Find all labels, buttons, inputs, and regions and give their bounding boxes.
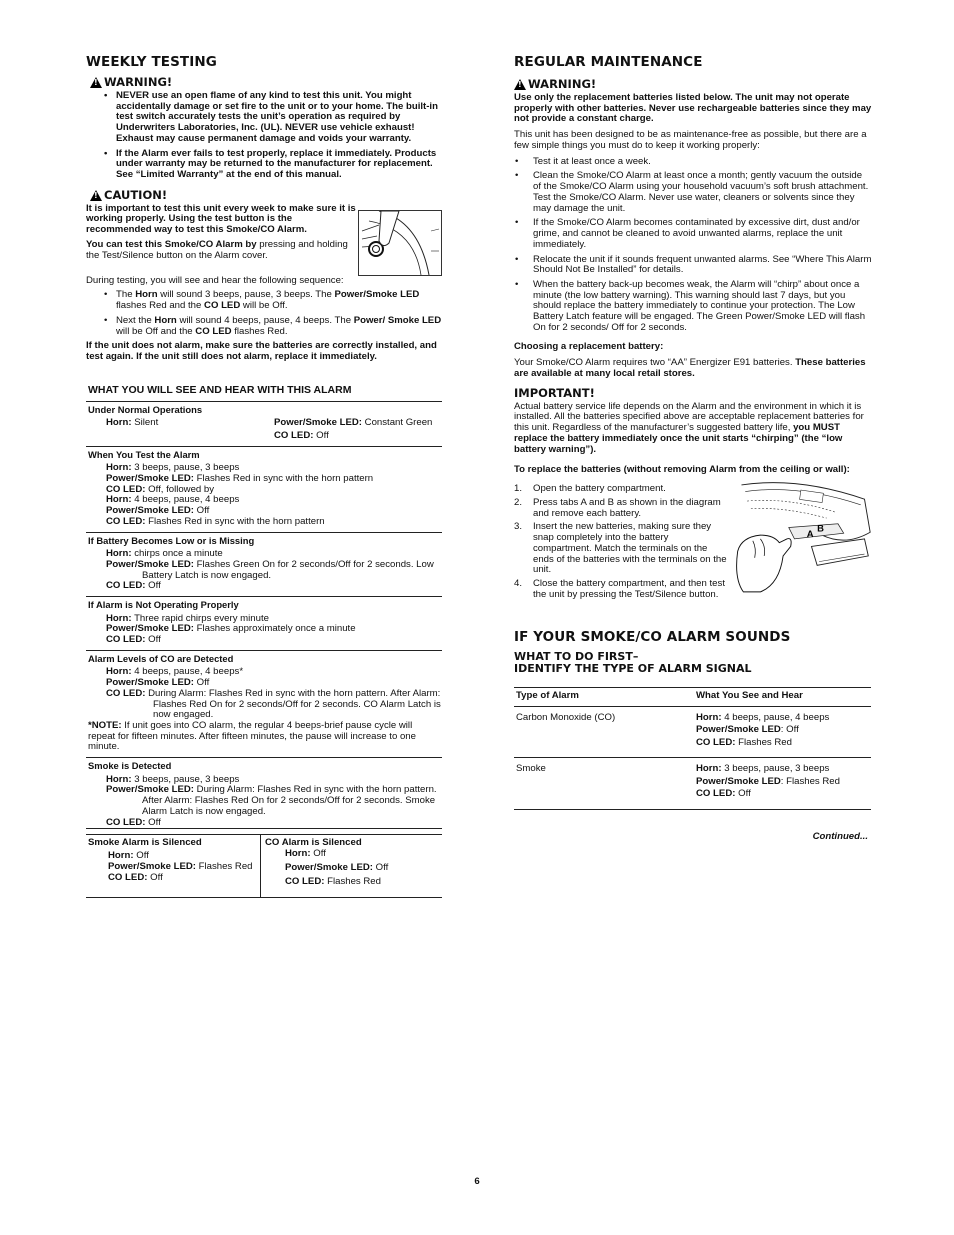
maint-warning-text: Use only the replacement batteries listed below. The unit may not operate properly with other batteries. Never use rechargeable batteries since they may not provide a constant charge. [514, 91, 872, 125]
smoke-silenced: Smoke Alarm is Silenced Horn: Off Power/Smoke LED: Flashes Red CO LED: Off [86, 835, 261, 897]
maint-item: • Relocate the unit if it sounds frequent unwanted alarms. See “Where This Alarm Should Not Be Installed” for details. [533, 255, 872, 276]
battery-replacement-illustration [732, 478, 872, 596]
maint-item: • When the battery back-up becomes weak, the Alarm will “chirp” about once a minute (the low battery warning). This warning should last 7 days, but you should replace the battery immediately to continue your protection. The Low Battery Latch feature will be engaged. The Green Power/Smoke LED will flash On for 2 seconds/ Off for 2 seconds. [533, 280, 872, 334]
replace-steps [514, 484, 728, 603]
alarm-table-title: WHAT YOU WILL SEE AND HEAR WITH THIS ALARM [86, 385, 442, 402]
normal-operations-section: Under Normal Operations Horn: Silent Power/Smoke LED: Constant Green CO LED: Off [86, 402, 442, 447]
weekly-testing-heading: WEEKLY TESTING [86, 54, 217, 70]
table-row: Smoke Horn: 3 beeps, pause, 3 beeps Power/Smoke LED: Flashes Red CO LED: Off [514, 758, 871, 809]
maint-list [514, 157, 872, 334]
maint-item: • Test it at least once a week. [533, 157, 872, 168]
co-detected-section: Alarm Levels of CO are Detected Horn: 4 beeps, pause, 4 beeps* Power/Smoke LED: Off CO LED: During Alarm: Flashes Red in sync with the horn pattern. After Alarm: Flashes Red On for 2 seconds/Off for 2 seconds. CO Alarm Latch is now engaged. *NOTE: If unit goes into CO alarm, the regular 4 beeps-brief pause cycle will repeat for fifteen minutes. After fifteen minutes, the pause will increase to one minute. [86, 651, 442, 758]
important-label: IMPORTANT! [514, 385, 595, 400]
step-item: 1. Open the battery compartment. [514, 483, 666, 495]
smoke-detected-section: Smoke is Detected Horn: 3 beeps, pause, 3 beeps Power/Smoke LED: During Alarm: Flashes Red in sync with the horn pattern. After Alarm: Flashes Red On for 2 seconds/Off for 2 seconds. Smoke Alarm Latch is now engaged. CO LED: Off [86, 758, 442, 829]
sequence-item: • The Horn will sound 3 beeps, pause, 3 beeps. The Power/Smoke LED flashes Red and the CO LED will be Off. [116, 290, 442, 311]
not-operating-section: If Alarm is Not Operating Properly Horn: Three rapid chirps every minute Power/Smoke LED: Flashes approximately once a minute CO LED: Off [86, 597, 442, 651]
important-text: Actual battery service life depends on the Alarm and the environment in which it is installed. All the batteries specified above are acceptable replacement batteries for this unit. Regardless of the manufacturer’s suggested battery life, you MUST replace the battery immediately once the unit starts “chirping” (the “low battery warning”). [514, 400, 864, 455]
co-silenced: CO Alarm is Silenced Horn: Off Power/Smoke LED: Off CO LED: Flashes Red [265, 837, 389, 887]
test-instruction: You can test this Smoke/CO Alarm by pressing and holding the Test/Silence button on the Alarm cover. [86, 238, 348, 261]
maint-item: • If the Smoke/CO Alarm becomes contaminated by excessive dirt, dust and/or grime, and cannot be cleaned to avoid unwanted alarms, replace the unit immediately. [533, 218, 872, 250]
warning-item: • If the Alarm ever fails to test properly, replace it immediately. Products under warranty may be returned to the manufacturer for replacement. See “Limited Warranty” at the end of this manual. [116, 149, 442, 181]
warning-icon [90, 77, 102, 88]
page-number: 6 [474, 1176, 480, 1187]
regular-maintenance-heading: REGULAR MAINTENANCE [514, 54, 703, 70]
warning-icon [514, 79, 526, 90]
low-battery-section: If Battery Becomes Low or is Missing Horn: chirps once a minute Power/Smoke LED: Flashes Green On for 2 seconds/Off for 2 seconds. Low Battery Latch is now engaged. CO LED: Off [86, 533, 442, 597]
tab-a-label: A [806, 529, 814, 541]
warning-label: ! WARNING! [90, 76, 442, 89]
what-to-do-heading: WHAT TO DO FIRST– [514, 649, 639, 663]
maint-intro: This unit has been designed to be as maintenance-free as possible, but there are a few simple things you must do to keep it working properly: [514, 129, 867, 151]
caution-text: It is important to test this unit every week to make sure it is working properly. Using the test button is the recommended way to test this Smoke/CO Alarm. [86, 202, 356, 236]
replace-steps-block [514, 484, 872, 603]
alarm-signal-table [514, 687, 871, 810]
maint-item: • Clean the Smoke/CO Alarm at least once a month; gently vacuum the outside of the Smoke/CO Alarm using your household vacuum’s soft brush attachment. Test the Smoke/CO Alarm. Never use water, cleaners or solvents since they may damage the unit. [533, 171, 872, 214]
caution-icon [90, 190, 102, 201]
maint-warning-label: ! WARNING! [514, 78, 872, 91]
continued-note: Continued... [812, 830, 868, 842]
test-alarm-section: When You Test the Alarm Horn: 3 beeps, pause, 3 beeps Power/Smoke LED: Flashes Red in sync with the horn pattern CO LED: Off, followed by Horn: 4 beeps, pause, 4 beeps Power/Smoke LED: Off CO LED: Flashes Red in sync with the horn pattern [86, 447, 442, 533]
replace-heading: To replace the batteries (without removing Alarm from the ceiling or wall): [514, 464, 850, 476]
choosing-battery-text: Your Smoke/CO Alarm requires two “AA” Energizer E91 batteries. These batteries are available at many local retail stores. [514, 357, 866, 380]
step-item: 4. Close the battery compartment, and then test the unit by pressing the Test/Silence button. [514, 578, 725, 600]
tab-b-label: B [817, 523, 824, 535]
choosing-battery-heading: Choosing a replacement battery: [514, 340, 664, 352]
col-what-you-see: What You See and Hear [694, 688, 871, 707]
silenced-section [86, 834, 442, 898]
identify-signal-heading: IDENTIFY THE TYPE OF ALARM SIGNAL [514, 661, 752, 675]
right-column [514, 55, 872, 843]
test-button-illustration [358, 210, 442, 276]
left-column [86, 55, 442, 898]
test-sequence-list [86, 290, 442, 337]
alarm-sounds-heading: IF YOUR SMOKE/CO ALARM SOUNDS [514, 628, 791, 645]
sequence-item: • Next the Horn will sound 4 beeps, pause, 4 beeps. The Power/ Smoke LED will be Off and the CO LED flashes Red. [116, 316, 442, 337]
warning-item: • NEVER use an open flame of any kind to test this unit. You might accidentally damage or set fire to the unit or to your home. The built-in test switch accurately tests the unit’s operation as required by Underwriters Laboratories, Inc. (UL). NEVER use vehicle exhaust! Exhaust may cause permanent damage and voids your warranty. [116, 91, 442, 145]
col-type-of-alarm: Type of Alarm [514, 688, 694, 707]
no-alarm-text: If the unit does not alarm, make sure the batteries are correctly installed, and test again. If the unit still does not alarm, replace it immediately. [86, 340, 437, 363]
step-item: 2. Press tabs A and B as shown in the diagram and remove each battery. [514, 496, 721, 519]
caution-label: ! CAUTION! [90, 189, 442, 202]
table-row: Carbon Monoxide (CO) Horn: 4 beeps, pause, 4 beeps Power/Smoke LED: Off CO LED: Flashes Red [514, 706, 871, 757]
warning-list [86, 91, 442, 181]
during-testing-text: During testing, you will see and hear the following sequence: [86, 274, 344, 286]
caution-block [86, 204, 442, 276]
step-item: 3. Insert the new batteries, making sure they snap completely into the battery compartment. Match the terminals on the ends of the batteries with the terminals on the unit. [514, 521, 727, 576]
